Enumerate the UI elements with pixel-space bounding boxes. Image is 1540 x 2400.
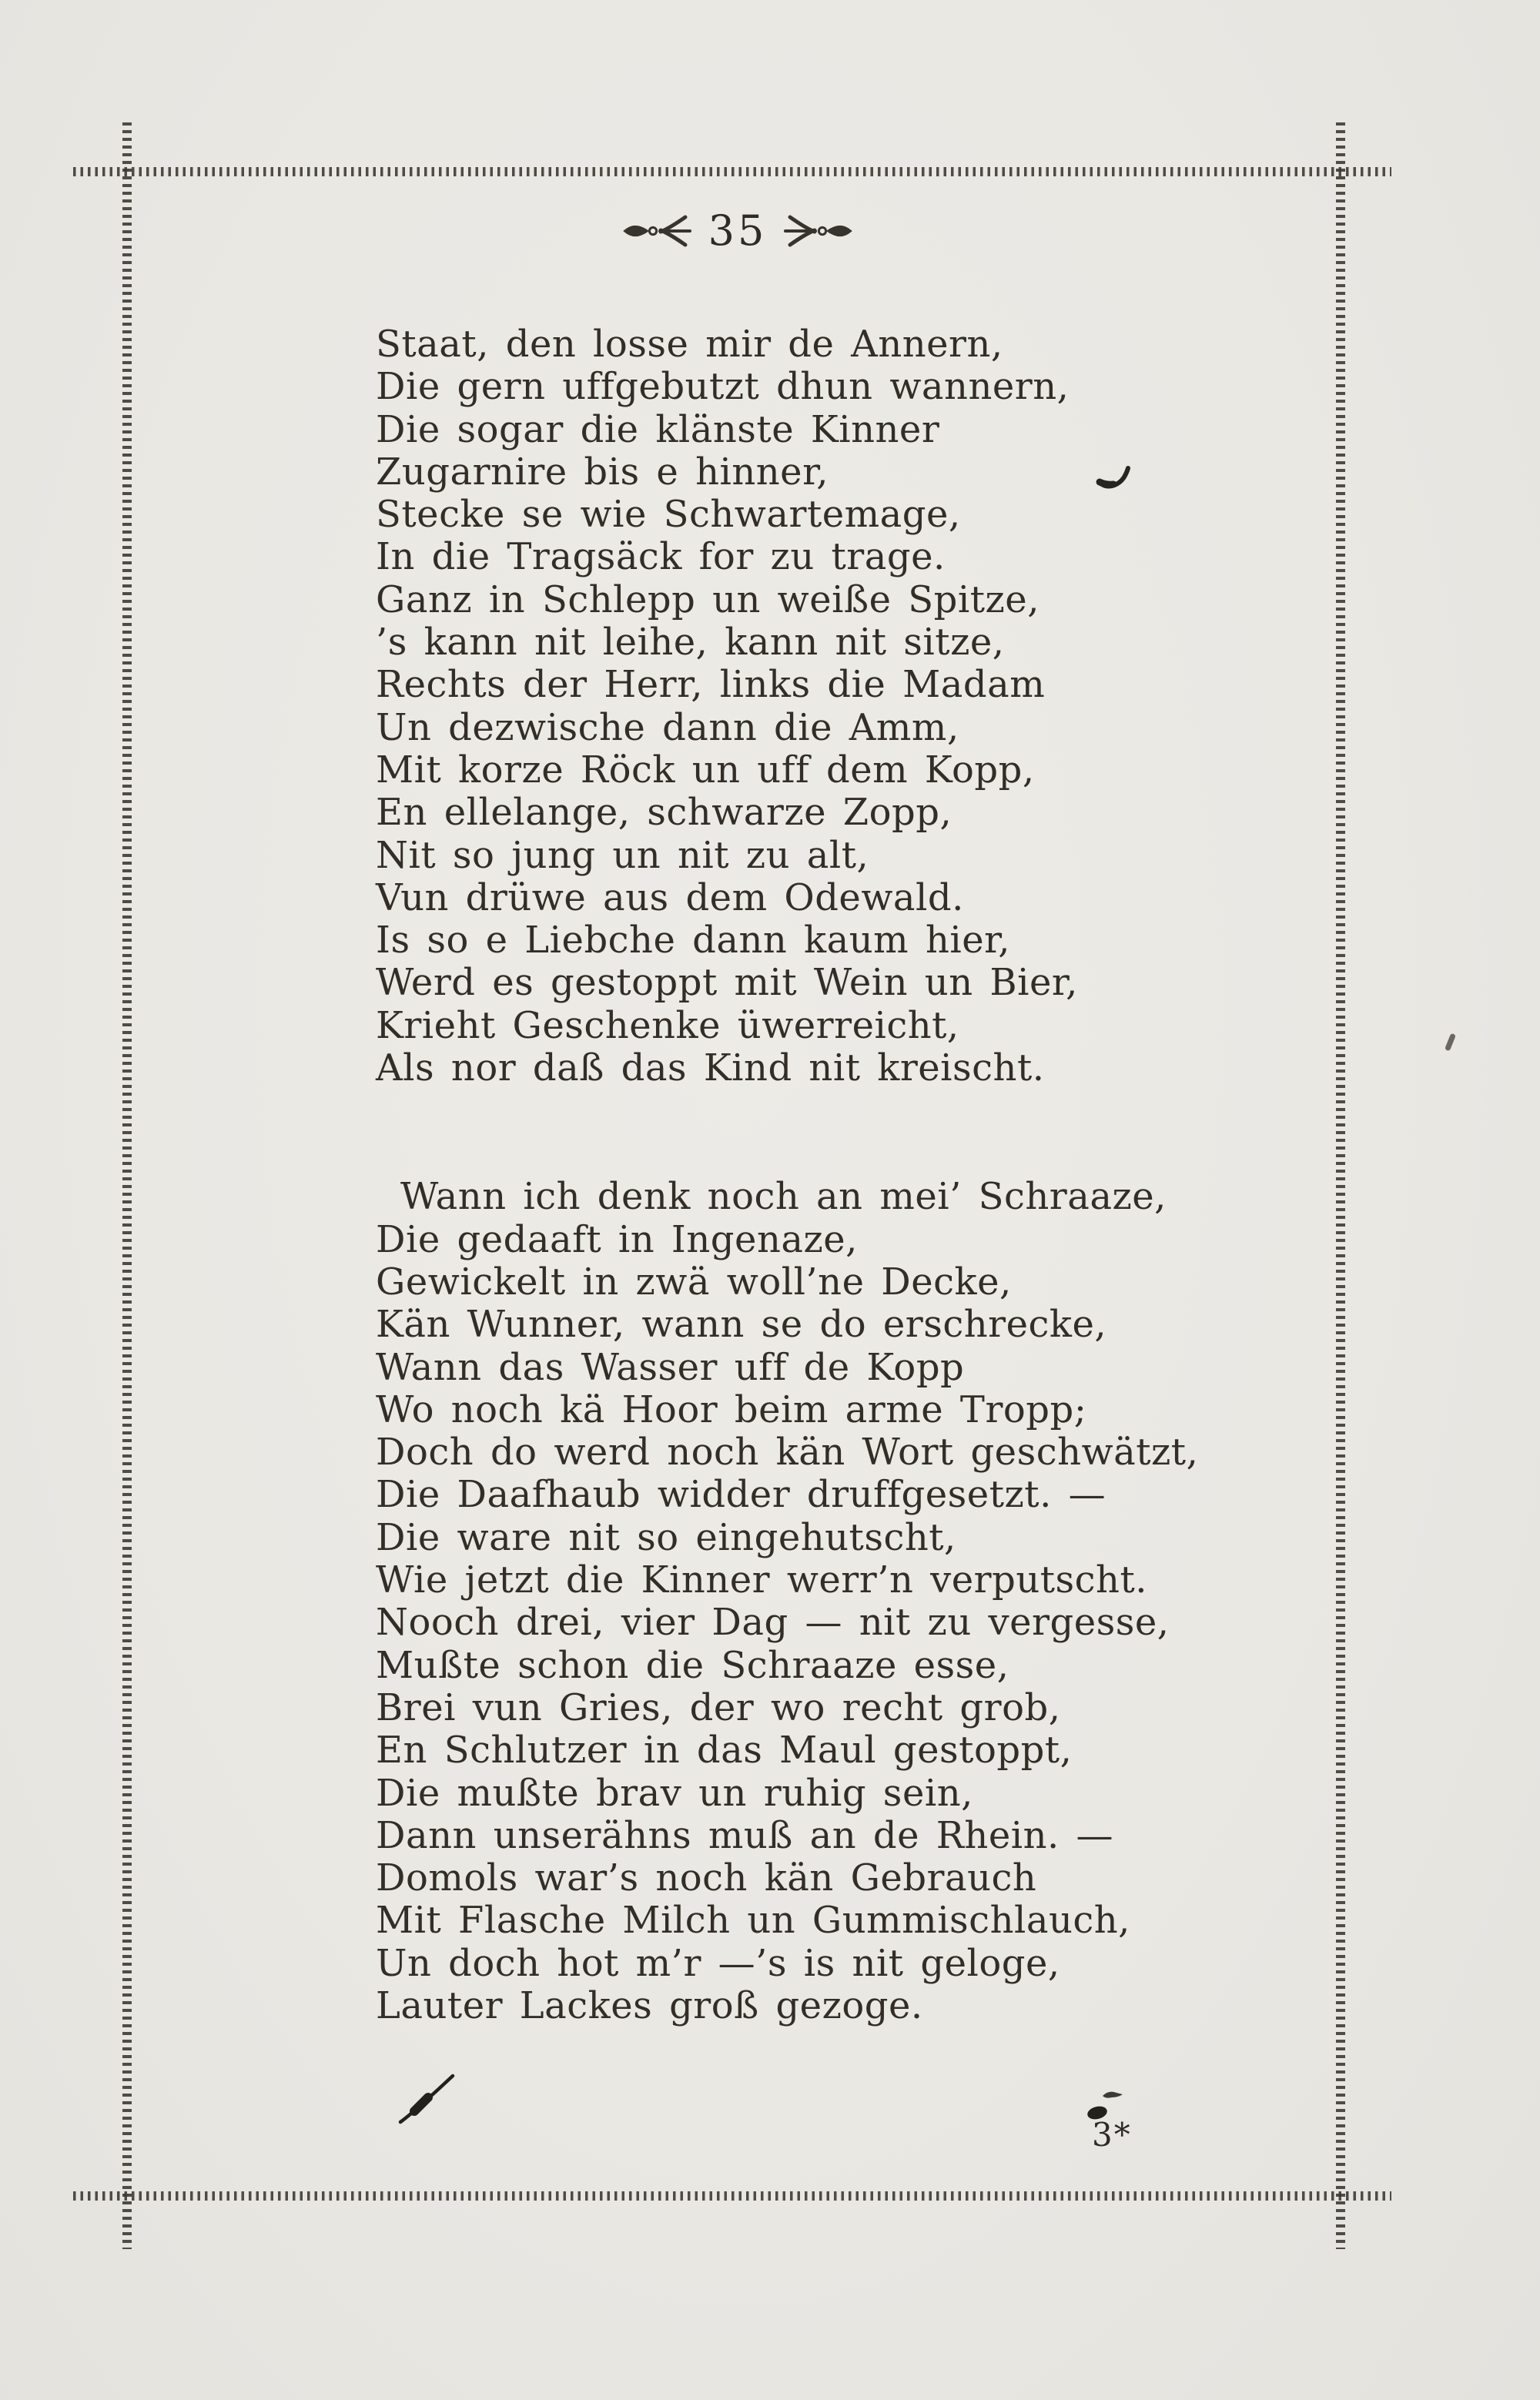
poem-line: Wann das Wasser uff de Kopp	[376, 1345, 965, 1389]
signature-mark: 3*	[1092, 2116, 1132, 2154]
border-left	[122, 122, 132, 2249]
poem-line: Staat, den losse mir de Annern,	[376, 323, 1003, 366]
poem-line: Die mußte brav un ruhig sein,	[376, 1771, 973, 1815]
page-number: 35	[708, 206, 768, 255]
poem-line: Die gedaaft in Ingenaze,	[376, 1217, 858, 1261]
poem-line: Zugarnire bis e hinner,	[376, 450, 829, 494]
pen-stroke-mark	[394, 2070, 459, 2128]
poem-line: Domols war’s noch kän Gebrauch	[376, 1856, 1037, 1900]
poem-line: Werd es gestoppt mit Wein un Bier,	[376, 961, 1078, 1005]
poem-line: En ellelange, schwarze Zopp,	[376, 791, 952, 835]
poem-line: Kän Wunner, wann se do erschrecke,	[376, 1303, 1107, 1347]
poem-line: Mit korze Röck un uff dem Kopp,	[376, 748, 1035, 792]
border-top	[73, 167, 1391, 176]
poem-line: Als nor daß das Kind nit kreischt.	[376, 1046, 1045, 1090]
border-bottom	[73, 2191, 1391, 2201]
poem-line: Un dezwische dann die Amm,	[376, 705, 959, 749]
fleuron-arrow-left-icon	[782, 215, 853, 247]
poem-line: Krieht Geschenke üwerreicht,	[376, 1003, 959, 1047]
poem-line: Mußte schon die Schraaze esse,	[376, 1643, 1009, 1687]
small-ink-mark	[1445, 1033, 1456, 1052]
border-right	[1336, 122, 1345, 2249]
poem-line: Die ware nit so eingehutscht,	[376, 1515, 956, 1559]
poem-line: Wo noch kä Hoor beim arme Tropp;	[376, 1387, 1087, 1431]
poem-line: In die Tragsäck for zu trage.	[376, 535, 946, 579]
fleuron-arrow-right-icon	[622, 215, 693, 247]
page-header	[622, 206, 853, 255]
poem-line: Brei vun Gries, der wo recht grob,	[376, 1685, 1061, 1729]
poem-line: Dann unserähns muß an de Rhein. —	[376, 1813, 1114, 1857]
poem-line: Ganz in Schlepp un weiße Spitze,	[376, 577, 1040, 621]
poem-line: Mit Flasche Milch un Gummischlauch,	[376, 1899, 1130, 1943]
poem-line: Is so e Liebche dann kaum hier,	[376, 919, 1011, 962]
poem-line: Die sogar die klänste Kinner	[376, 407, 940, 451]
poem-line: Vun drüwe aus dem Odewald.	[376, 875, 964, 919]
poem-text-block	[376, 323, 1223, 2027]
poem-line: Die gern uffgebutzt dhun wannern,	[376, 365, 1070, 409]
handwritten-tick-mark	[1093, 456, 1149, 493]
poem-line: Un doch hot m’r —’s is nit geloge,	[376, 1941, 1060, 1985]
poem-line: Wie jetzt die Kinner werr’n verputscht.	[376, 1558, 1147, 1602]
poem-line: Die Daafhaub widder druffgesetzt. —	[376, 1473, 1106, 1517]
poem-line: Rechts der Herr, links die Madam	[376, 663, 1046, 707]
poem-line: Stecke se wie Schwartemage,	[376, 493, 961, 537]
poem-line: Doch do werd noch kän Wort geschwätzt,	[376, 1431, 1199, 1474]
poem-line: Nit so jung un nit zu alt,	[376, 833, 869, 877]
poem-line: En Schlutzer in das Maul gestoppt,	[376, 1729, 1073, 1772]
poem-line: Gewickelt in zwä woll’ne Decke,	[376, 1260, 1012, 1304]
poem-line: Lauter Lackes groß gezoge.	[376, 1983, 923, 2027]
poem-line: ’s kann nit leihe, kann nit sitze,	[376, 621, 1005, 664]
poem-stanza-2	[376, 1176, 1223, 2027]
poem-line: Nooch drei, vier Dag — nit zu vergesse,	[376, 1601, 1170, 1645]
poem-stanza-1	[376, 323, 1223, 1090]
poem-line: Wann ich denk noch an mei’ Schraaze,	[400, 1175, 1167, 1219]
